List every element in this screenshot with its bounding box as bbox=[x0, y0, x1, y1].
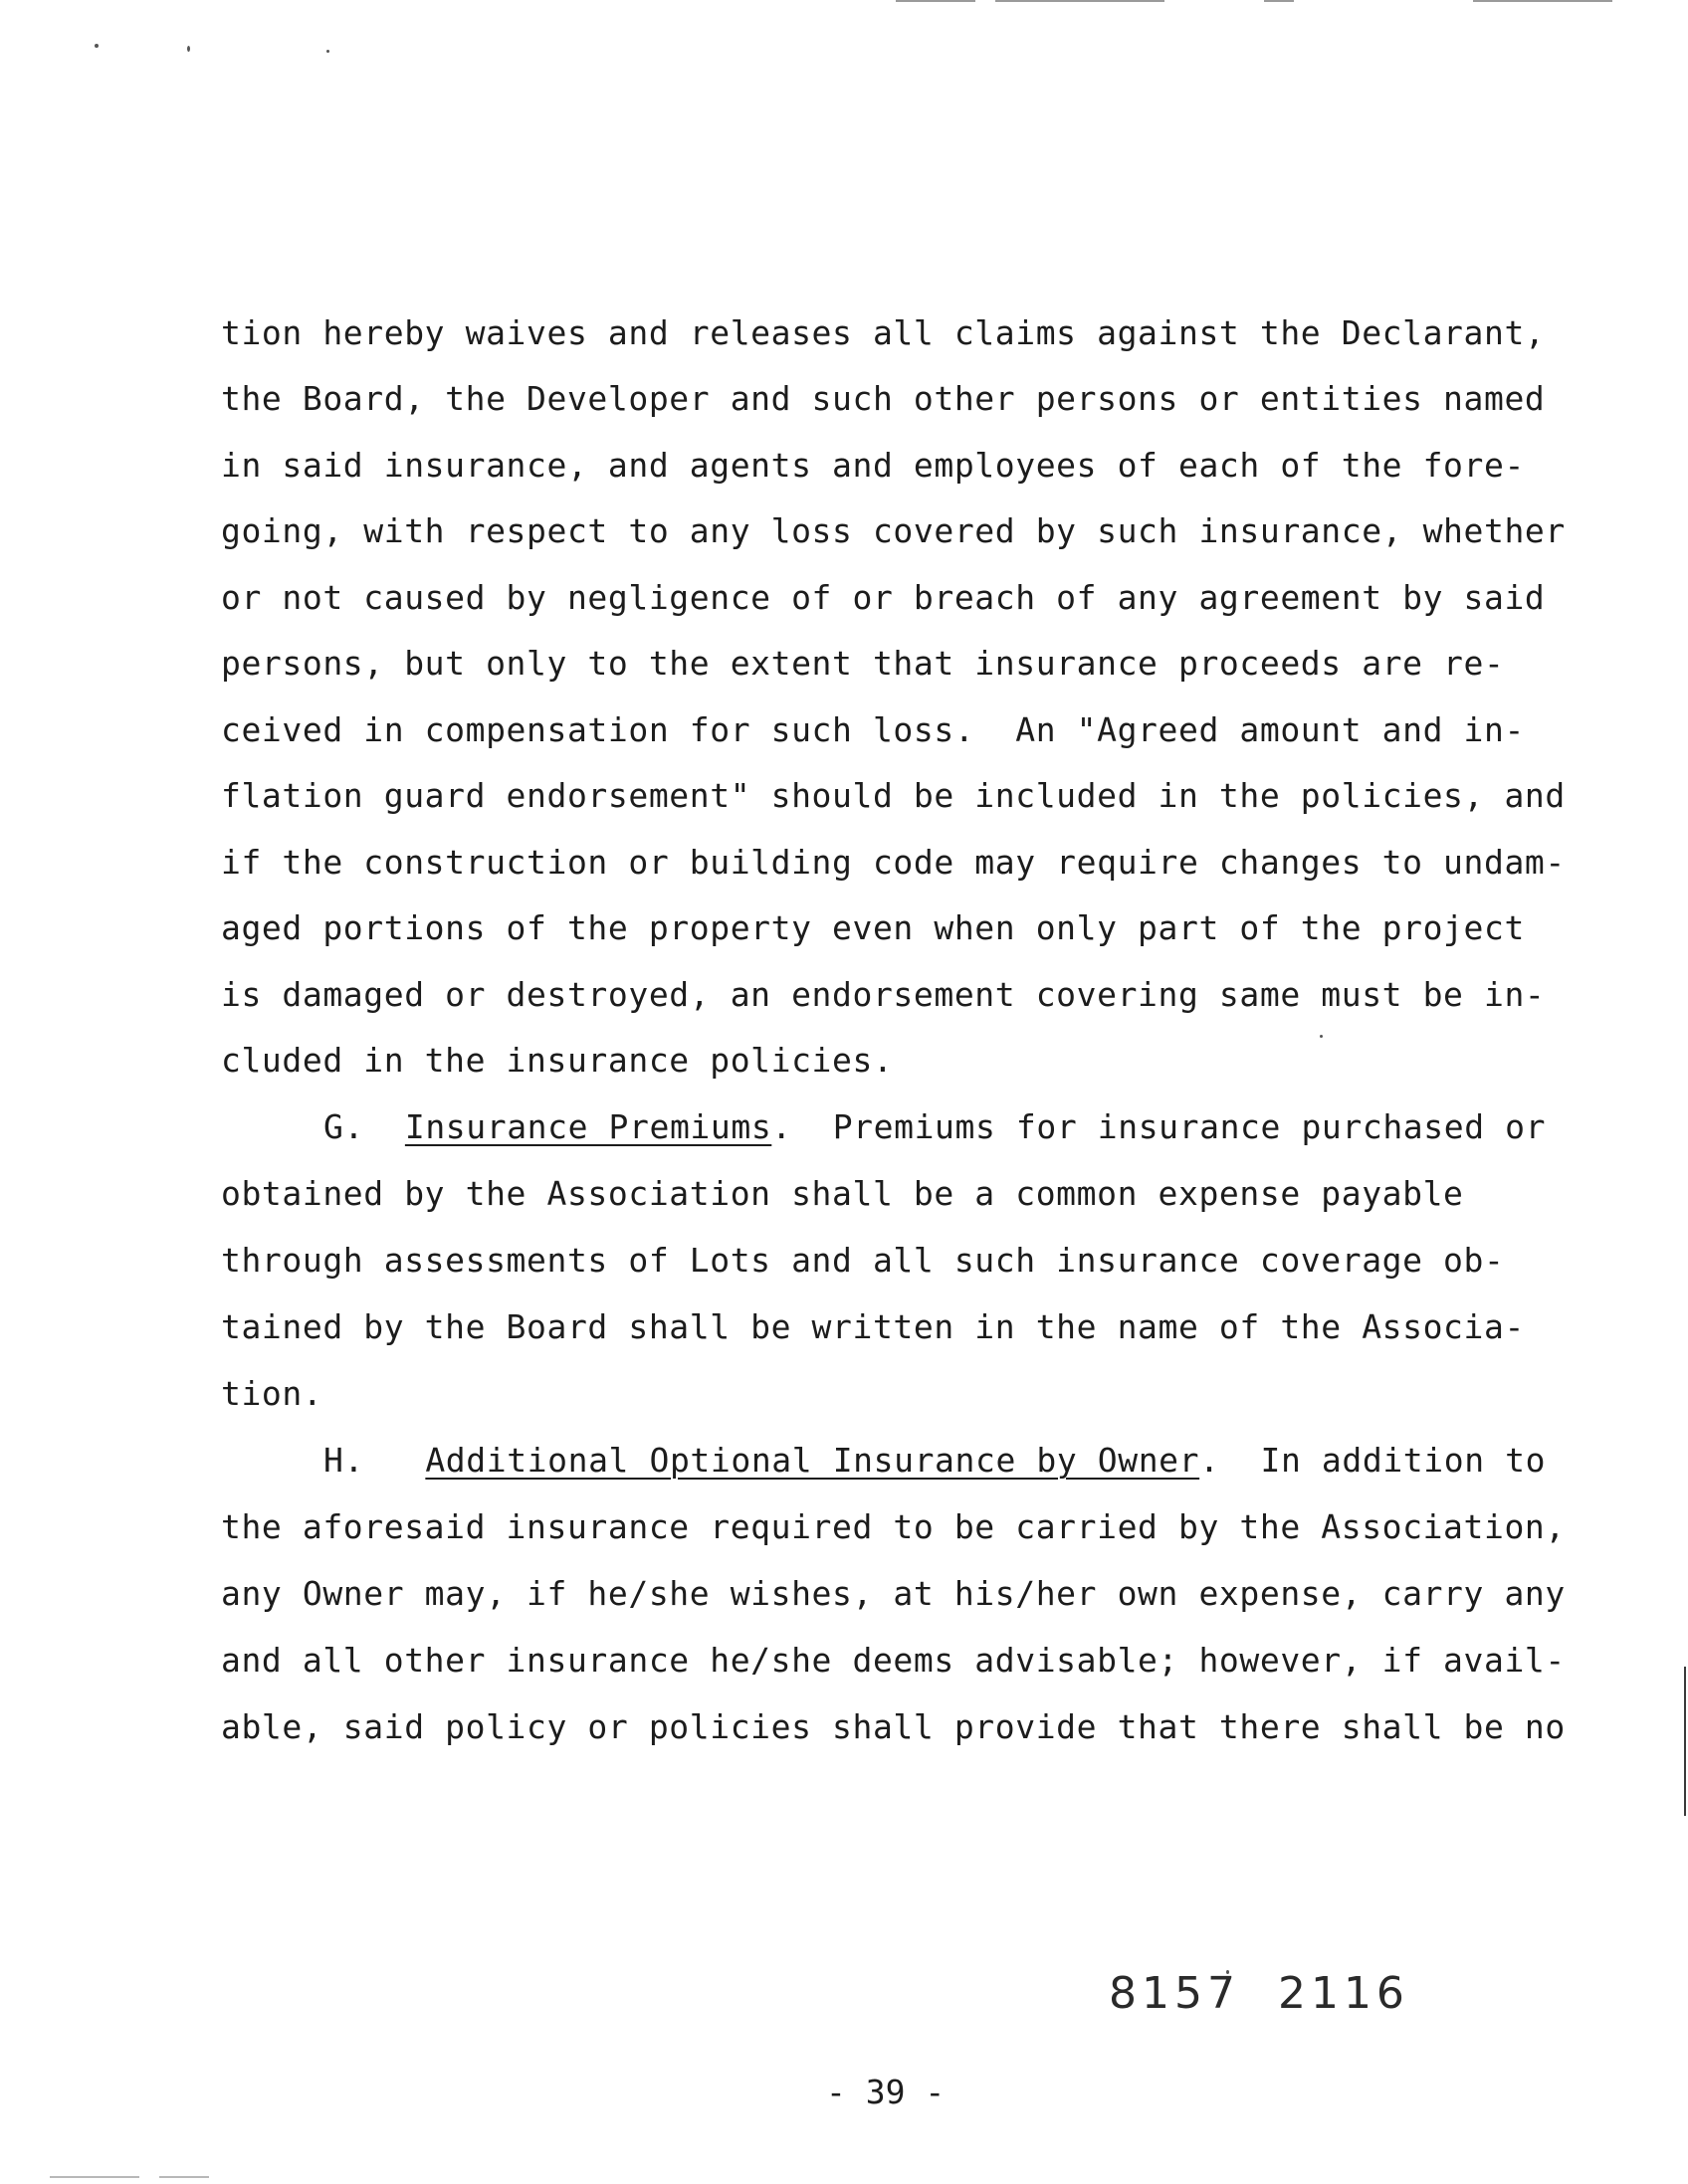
section-h-heading-line bbox=[323, 1441, 1657, 1481]
text-line: is damaged or destroyed, an endorsement covering same must be in- bbox=[221, 975, 1546, 1014]
scan-artifact bbox=[995, 0, 1164, 2]
scan-artifact bbox=[896, 0, 975, 2]
text-line: going, with respect to any loss covered by such insurance, whether bbox=[221, 511, 1566, 550]
scan-speck bbox=[1320, 1035, 1323, 1038]
section-letter: G. bbox=[323, 1107, 364, 1146]
scan-artifact bbox=[159, 2176, 209, 2178]
text-line: cluded in the insurance policies. bbox=[221, 1041, 894, 1080]
scan-edge-mark bbox=[1684, 1667, 1686, 1816]
text-line: tained by the Board shall be written in the name of the Associa- bbox=[221, 1307, 1525, 1346]
text-run: . Premiums for insurance purchased or bbox=[771, 1107, 1547, 1146]
text-line: able, said policy or policies shall provide that there shall be no bbox=[221, 1707, 1566, 1746]
scan-speck bbox=[326, 50, 329, 53]
text-line: tion hereby waives and releases all claims against the Declarant, bbox=[221, 313, 1546, 352]
text-line: any Owner may, if he/she wishes, at his/her own expense, carry any bbox=[221, 1574, 1566, 1613]
scan-speck bbox=[95, 44, 99, 48]
text-line: if the construction or building code may require changes to undam- bbox=[221, 843, 1566, 882]
text-line: or not caused by negligence of or breach of any agreement by said bbox=[221, 578, 1546, 617]
scan-speck bbox=[187, 46, 190, 52]
scan-artifact bbox=[1473, 0, 1612, 2]
text-line: in said insurance, and agents and employees of each of the fore- bbox=[221, 446, 1525, 485]
section-heading: Additional Optional Insurance by Owner bbox=[425, 1441, 1200, 1480]
section-g-heading-line bbox=[323, 1107, 1657, 1147]
text-line: persons, but only to the extent that insurance proceeds are re- bbox=[221, 644, 1505, 683]
section-letter: H. bbox=[323, 1441, 364, 1480]
scan-artifact bbox=[50, 2176, 139, 2178]
scan-artifact bbox=[1264, 0, 1294, 2]
text-line: flation guard endorsement" should be included in the policies, and bbox=[221, 776, 1566, 815]
text-run: . In addition to bbox=[1199, 1441, 1547, 1480]
text-line: the aforesaid insurance required to be carried by the Association, bbox=[221, 1507, 1566, 1546]
text-line: obtained by the Association shall be a common expense payable bbox=[221, 1174, 1464, 1213]
text-line: ceived in compensation for such loss. An "Agreed amount and in- bbox=[221, 710, 1525, 749]
recording-stamp-number: 8157 2116 bbox=[1109, 1968, 1409, 2019]
text-line: tion. bbox=[221, 1374, 323, 1413]
text-line: and all other insurance he/she deems advisable; however, if avail- bbox=[221, 1641, 1566, 1680]
section-heading: Insurance Premiums bbox=[404, 1107, 772, 1146]
text-line: aged portions of the property even when only part of the project bbox=[221, 908, 1525, 947]
text-line: through assessments of Lots and all such insurance coverage ob- bbox=[221, 1241, 1505, 1280]
text-line: the Board, the Developer and such other persons or entities named bbox=[221, 379, 1546, 418]
page-number: - 39 - bbox=[826, 2073, 946, 2111]
